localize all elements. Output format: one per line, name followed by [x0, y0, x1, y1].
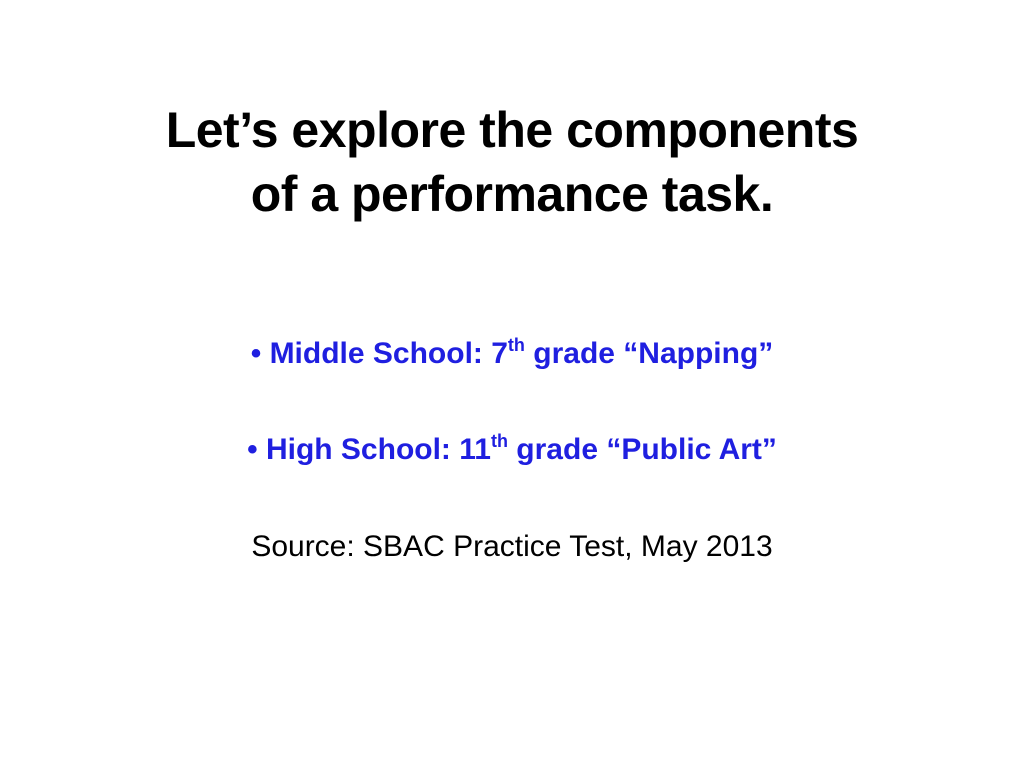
- bullet-item-middle-school: [0, 334, 1024, 374]
- bullet-item-high-school: [0, 430, 1024, 470]
- slide-title: [0, 98, 1024, 226]
- title-line-2: of a performance task.: [250, 166, 774, 222]
- bullet-text-prefix: Middle School: 7: [269, 337, 508, 370]
- title-line-1: Let’s explore the components: [165, 102, 859, 158]
- bullet-marker: •: [247, 433, 258, 466]
- bullet-superscript: th: [507, 335, 525, 355]
- bullet-superscript: th: [490, 431, 508, 451]
- bullet-marker: •: [250, 337, 262, 370]
- bullet-text-prefix: High School: 11: [265, 433, 491, 466]
- source-citation: Source: SBAC Practice Test, May 2013: [251, 530, 773, 563]
- bullet-text-suffix: grade “Public Art”: [507, 433, 777, 466]
- bullet-text-suffix: grade “Napping”: [524, 337, 774, 370]
